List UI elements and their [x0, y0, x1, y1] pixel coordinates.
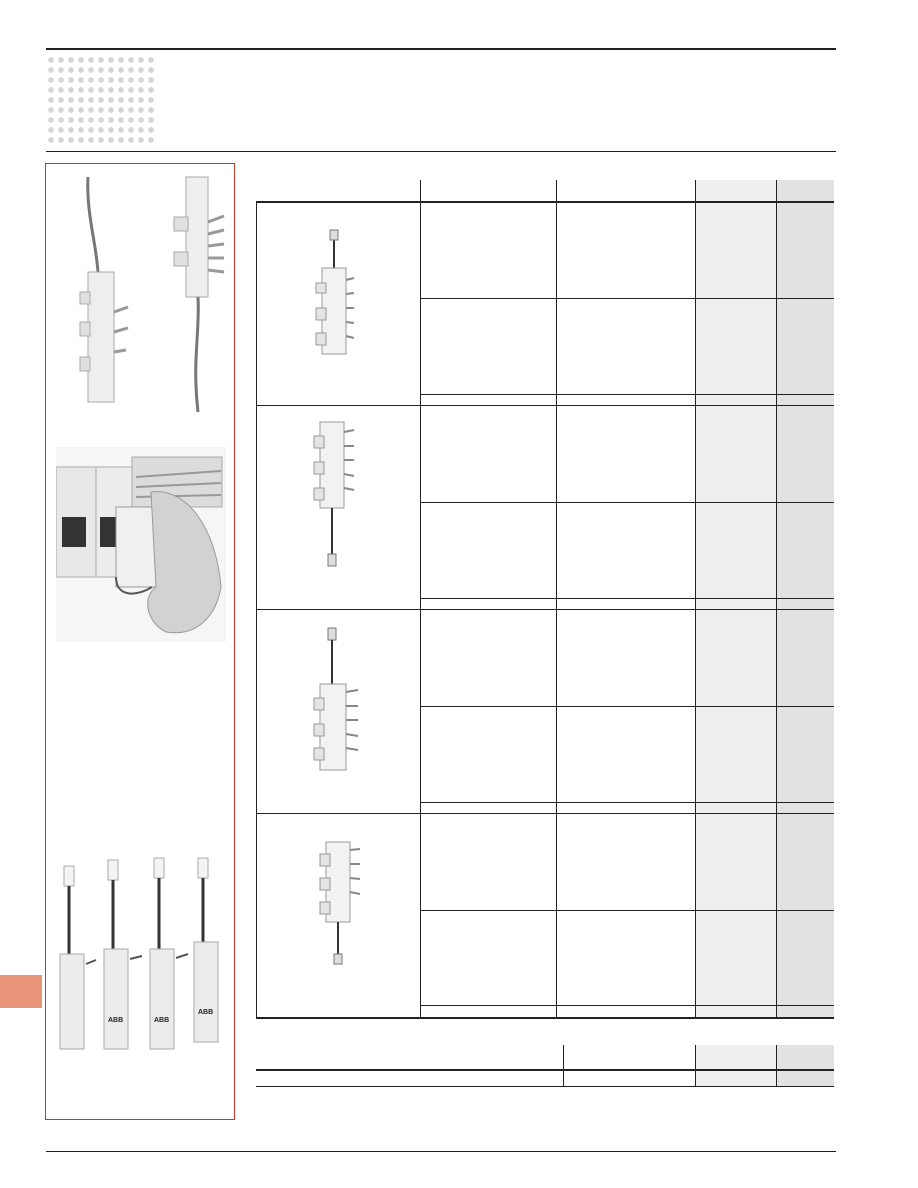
secondary-shade-col-3	[695, 1045, 776, 1087]
secondary-shade-col-4	[776, 1045, 834, 1087]
secondary-divider-1	[563, 1045, 564, 1087]
secondary-divider-3	[776, 1045, 777, 1087]
bottom-rule	[46, 1151, 836, 1152]
secondary-header-line	[256, 1069, 834, 1071]
brand-mark-1: ABB	[108, 1017, 124, 1024]
secondary-divider-2	[695, 1045, 696, 1087]
brand-mark-2: ABB	[154, 1017, 170, 1024]
secondary-bottom-line	[256, 1086, 834, 1087]
brand-mark-3: ABB	[198, 1009, 214, 1016]
